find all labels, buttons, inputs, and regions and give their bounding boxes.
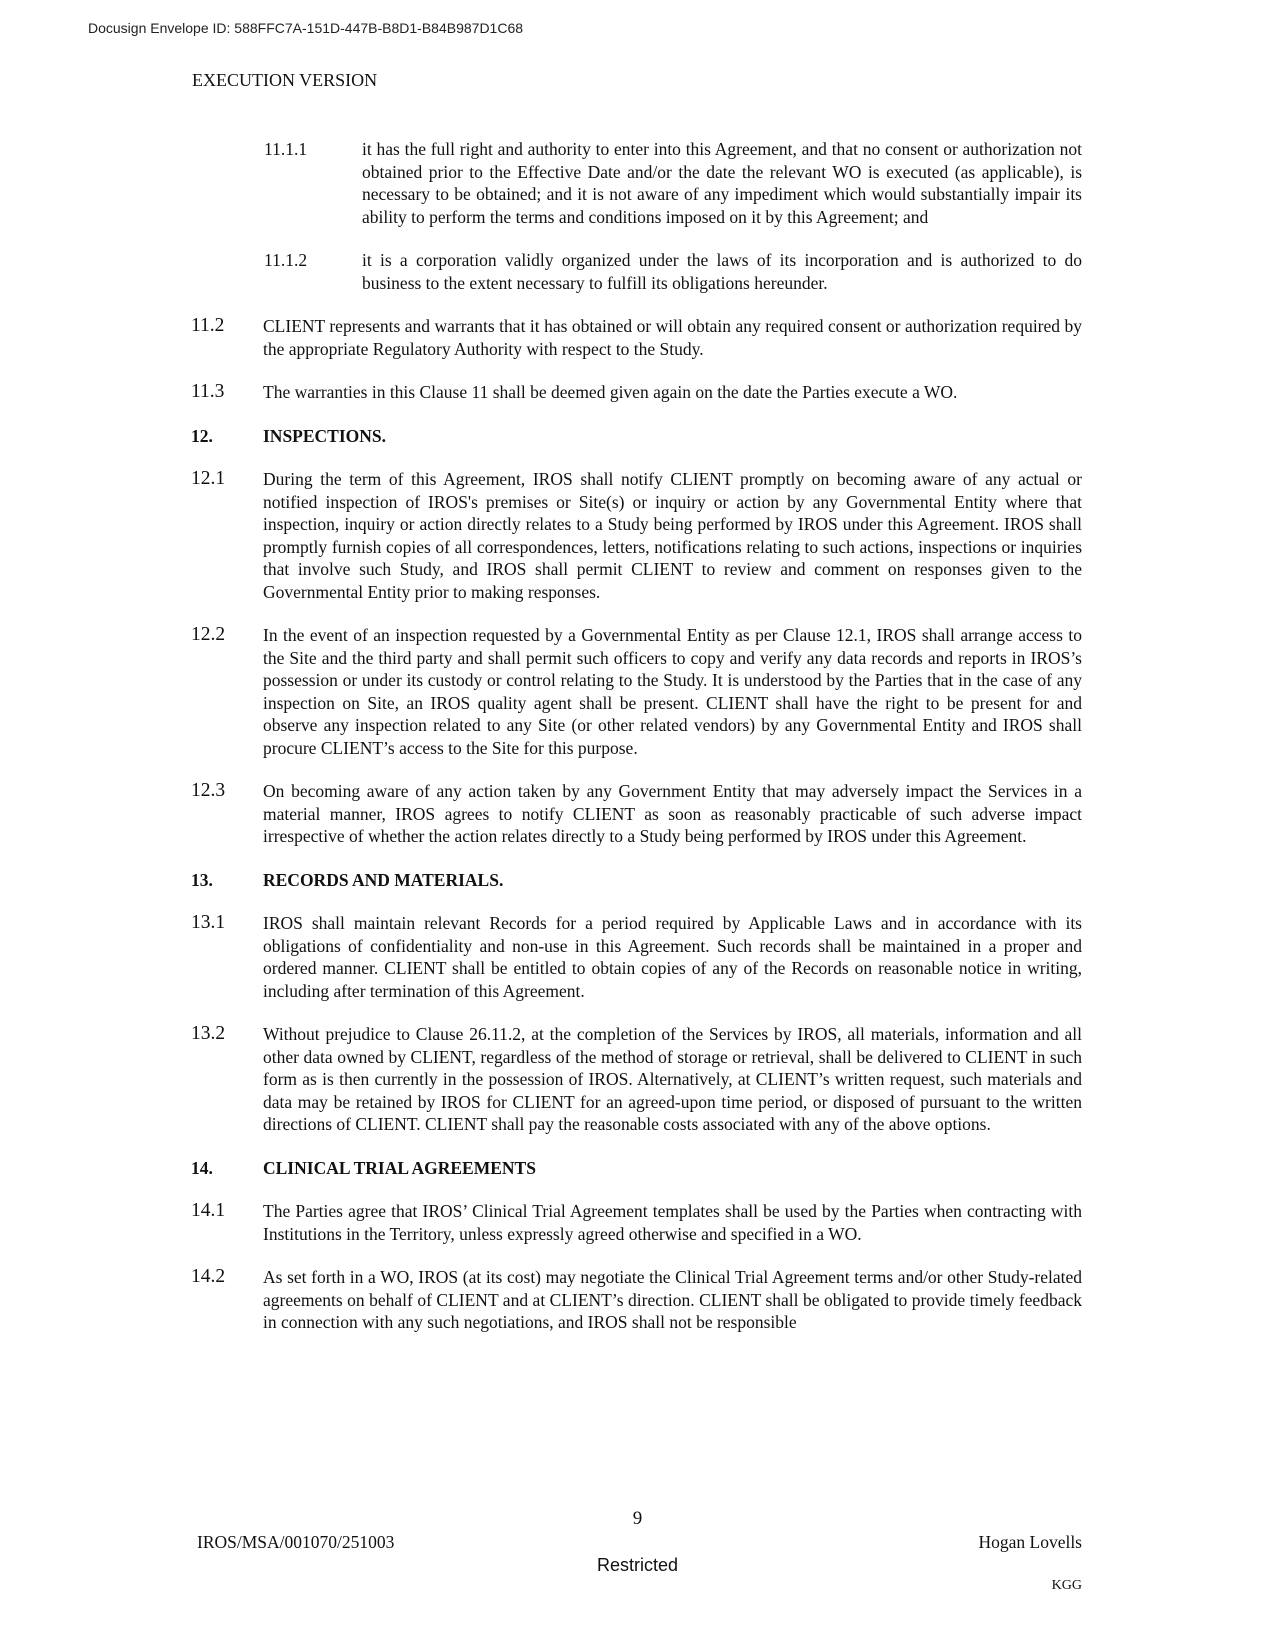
- clause-text: As set forth in a WO, IROS (at its cost) may negotiate the Clinical Trial Agreement terms and/or other Study-related agreements on behalf of CLIENT and at CLIENT’s direction. CLIENT shall be obligated to provide timely feedback in connection with any such negotiations, and IROS shall not be responsible: [263, 1267, 1082, 1332]
- clause-number: 12.3: [191, 780, 226, 801]
- clause-number: 12.2: [191, 624, 226, 645]
- clause: [191, 1200, 1082, 1245]
- clause-text: The Parties agree that IROS’ Clinical Trial Agreement templates shall be used by the Parties when contracting with Institutions in the Territory, unless expressly agreed otherwise and specified in a WO.: [263, 1201, 1082, 1244]
- clause-text: it is a corporation validly organized under the laws of its incorporation and is authorized to do business to the extent necessary to fulfill its obligations hereunder.: [362, 250, 1082, 293]
- clause-number: 11.1.2: [264, 250, 308, 270]
- clause: [191, 624, 1082, 759]
- clause-text: On becoming aware of any action taken by any Government Entity that may adversely impact the Services in a material manner, IROS agrees to notify CLIENT as soon as reasonably practicable of such adverse impact irrespective of whether the action relates directly to a Study being performed by IROS under this Agreement.: [263, 781, 1082, 846]
- clause-text: Without prejudice to Clause 26.11.2, at the completion of the Services by IROS, all materials, information and all other data owned by CLIENT, regardless of the method of storage or retrieval, shall be delivered to CLIENT in such form as is then currently in the possession of IROS. Alternatively, at CLIENT’s written request, such materials and data may be retained by IROS for CLIENT for an agreed-upon time period, or disposed of pursuant to the written directions of CLIENT. CLIENT shall pay the reasonable costs associated with any of the above options.: [263, 1024, 1082, 1134]
- initials: KGG: [1051, 1578, 1082, 1593]
- clause-number: 13.: [191, 869, 213, 890]
- subclause: [264, 138, 1082, 228]
- firm-name: Hogan Lovells: [978, 1532, 1082, 1552]
- clause: [191, 1266, 1082, 1334]
- page-number: 9: [632, 1508, 643, 1529]
- clause-text: CLIENT represents and warrants that it has obtained or will obtain any required consent or authorization required by the appropriate Regulatory Authority with respect to the Study.: [263, 316, 1082, 359]
- document-body: [0, 138, 1275, 1355]
- classification-label: Restricted: [596, 1555, 679, 1575]
- clause: [191, 912, 1082, 1002]
- clause-text: The warranties in this Clause 11 shall be deemed given again on the date the Parties execute a WO.: [263, 382, 958, 402]
- heading-text: CLINICAL TRIAL AGREEMENTS: [263, 1157, 536, 1178]
- clause-number: 12.1: [191, 468, 226, 489]
- clause-number: 12.: [191, 425, 213, 446]
- subclause: [264, 249, 1082, 294]
- clause: [191, 780, 1082, 848]
- clause-number: 11.2: [191, 315, 225, 336]
- section-heading: [191, 425, 1275, 448]
- clause-number: 14.2: [191, 1266, 226, 1287]
- section-heading: [191, 869, 1275, 892]
- clause-number: 11.3: [191, 381, 225, 402]
- document-reference: IROS/MSA/001070/251003: [197, 1532, 395, 1552]
- section-heading: [191, 1157, 1275, 1180]
- clause-number: 13.1: [191, 912, 226, 933]
- clause-number: 11.1.1: [264, 139, 308, 159]
- clause: [191, 381, 1082, 404]
- clause-number: 13.2: [191, 1023, 226, 1044]
- clause: [191, 315, 1082, 360]
- version-label: EXECUTION VERSION: [192, 70, 378, 90]
- clause-number: 14.: [191, 1157, 213, 1178]
- clause-text: During the term of this Agreement, IROS shall notify CLIENT promptly on becoming aware of any actual or notified inspection of IROS's premises or Site(s) or inquiry or action by any Governmental Entity where that inspection, inquiry or action directly relates to a Study being performed by IROS under this Agreement. IROS shall promptly furnish copies of all correspondences, letters, notifications relating to such actions, inspections or inquiries that involve such Study, and IROS shall permit CLIENT to review and comment on responses given to the Governmental Entity prior to making responses.: [263, 469, 1082, 602]
- envelope-id: Docusign Envelope ID: 588FFC7A-151D-447B-B8D1-B84B987D1C68: [88, 20, 524, 36]
- clause: [191, 468, 1082, 603]
- heading-text: RECORDS AND MATERIALS.: [263, 869, 504, 890]
- clause-text: IROS shall maintain relevant Records for a period required by Applicable Laws and in accordance with its obligations of confidentiality and non-use in this Agreement. Such records shall be maintained in a proper and ordered manner. CLIENT shall be entitled to obtain copies of any of the Records on reasonable notice in writing, including after termination of this Agreement.: [263, 913, 1082, 1001]
- clause-text: it has the full right and authority to enter into this Agreement, and that no consent or authorization not obtained prior to the Effective Date and/or the date the relevant WO is executed (as applicable), is necessary to be obtained; and it is not aware of any impediment which would substantially impair its ability to perform the terms and conditions imposed on it by this Agreement; and: [362, 139, 1082, 227]
- heading-text: INSPECTIONS.: [263, 425, 387, 446]
- clause-text: In the event of an inspection requested by a Governmental Entity as per Clause 12.1, IROS shall arrange access to the Site and the third party and shall permit such officers to copy and verify any data records and reports in IROS’s possession or under its custody or control relating to the Study. It is understood by the Parties that in the case of any inspection on Site, an IROS quality agent shall be present. CLIENT shall have the right to be present for and observe any inspection related to any Site (or other related vendors) by any Governmental Entity and IROS shall procure CLIENT’s access to the Site for this purpose.: [263, 625, 1082, 758]
- clause-number: 14.1: [191, 1200, 226, 1221]
- clause: [191, 1023, 1082, 1136]
